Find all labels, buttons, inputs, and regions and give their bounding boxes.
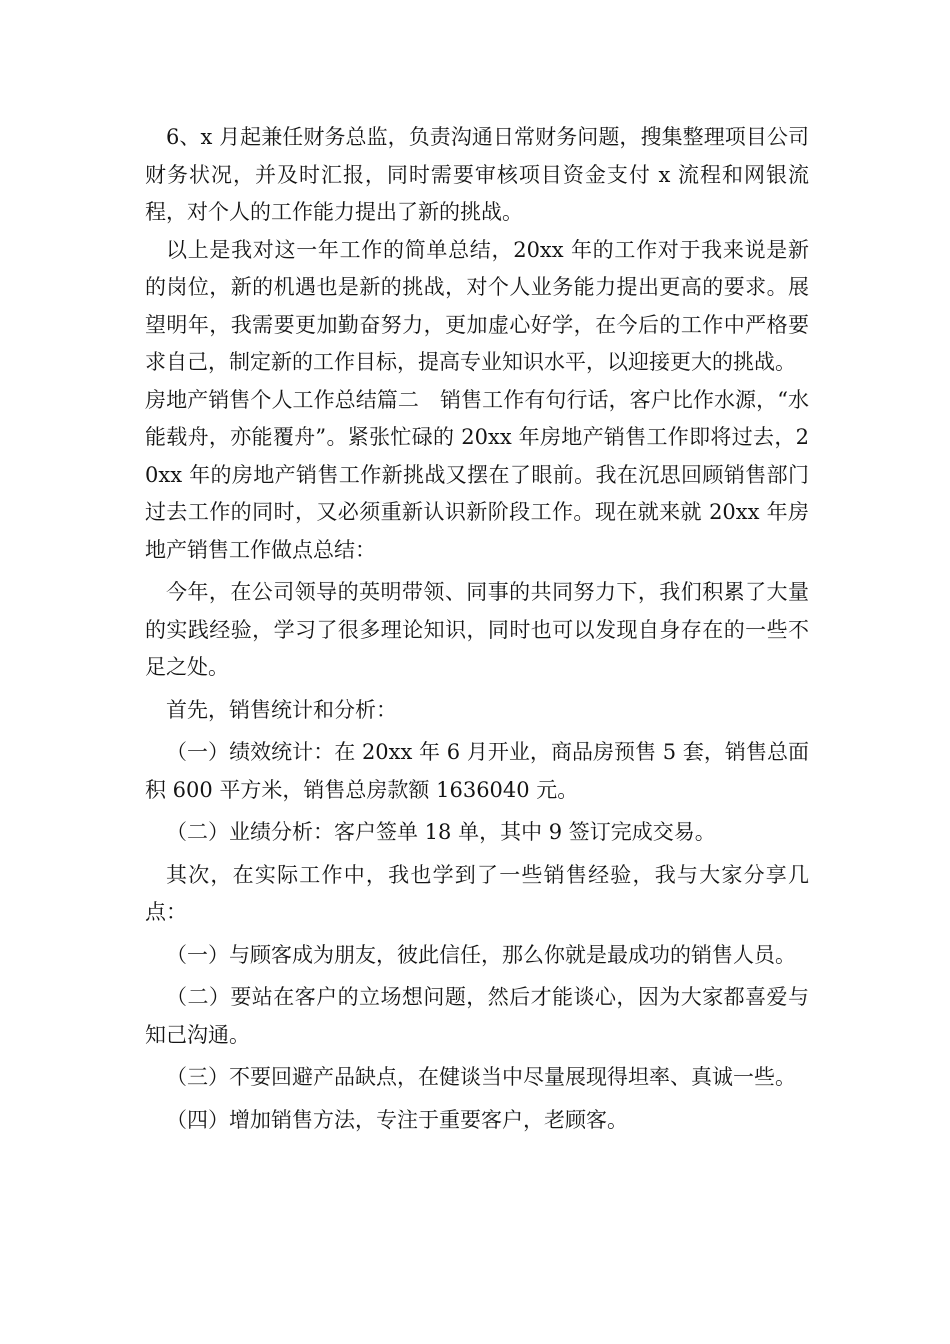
paragraph-second: 其次，在实际工作中，我也学到了一些销售经验，我与大家分享几点： bbox=[145, 862, 809, 924]
paragraph-section-two-intro: 房地产销售个人工作总结篇二 销售工作有句行话，客户比作水源，“水能载舟，亦能覆舟”。紧张忙碌的 20xx 年房地产销售工作即将过去，20xx 年的房地产销售工作新挑战又摆在了眼前。我在沉思回顾销售部门过去工作的同时，又必须重新认识新阶段工作。现在就来就 20xx 年房地产销售工作做点总结： bbox=[145, 387, 809, 562]
document-body bbox=[145, 119, 809, 1139]
paragraph-summary: 以上是我对这一年工作的简单总结，20xx 年的工作对于我来说是新的岗位，新的机遇也是新的挑战，对个人业务能力提出更高的要求。展望明年，我需要更加勤奋努力，更加虚心好学，在今后的工作中严格要求自己，制定新的工作目标，提高专业知识水平，以迎接更大的挑战。 bbox=[145, 237, 809, 374]
paragraph-tip-2: （二）要站在客户的立场想问题，然后才能谈心，因为大家都喜爱与知己沟通。 bbox=[145, 985, 809, 1047]
paragraph-tip-1: （一）与顾客成为朋友，彼此信任，那么你就是最成功的销售人员。 bbox=[166, 942, 796, 967]
paragraph-tip-3: （三）不要回避产品缺点，在健谈当中尽量展现得坦率、真诚一些。 bbox=[166, 1065, 796, 1089]
paragraph-performance-analysis: （二）业绩分析：客户签单 18 单，其中 9 签订完成交易。 bbox=[166, 820, 716, 844]
paragraph-tip-4: （四）增加销售方法，专注于重要客户，老顾客。 bbox=[166, 1107, 628, 1132]
paragraph-item-6: 6、x 月起兼任财务总监，负责沟通日常财务问题，搜集整理项目公司财务状况，并及时汇报，同时需要审核项目资金支付 x 流程和网银流程，对个人的工作能力提出了新的挑战。 bbox=[145, 125, 809, 224]
paragraph-this-year: 今年，在公司领导的英明带领、同事的共同努力下，我们积累了大量的实践经验，学习了很多理论知识，同时也可以发现自身存在的一些不足之处。 bbox=[145, 580, 809, 679]
paragraph-performance-stats: （一）绩效统计：在 20xx 年 6 月开业，商品房预售 5 套，销售总面积 600 平方米，销售总房款额 1636040 元。 bbox=[145, 740, 809, 802]
paragraph-first: 首先，销售统计和分析： bbox=[166, 697, 397, 722]
